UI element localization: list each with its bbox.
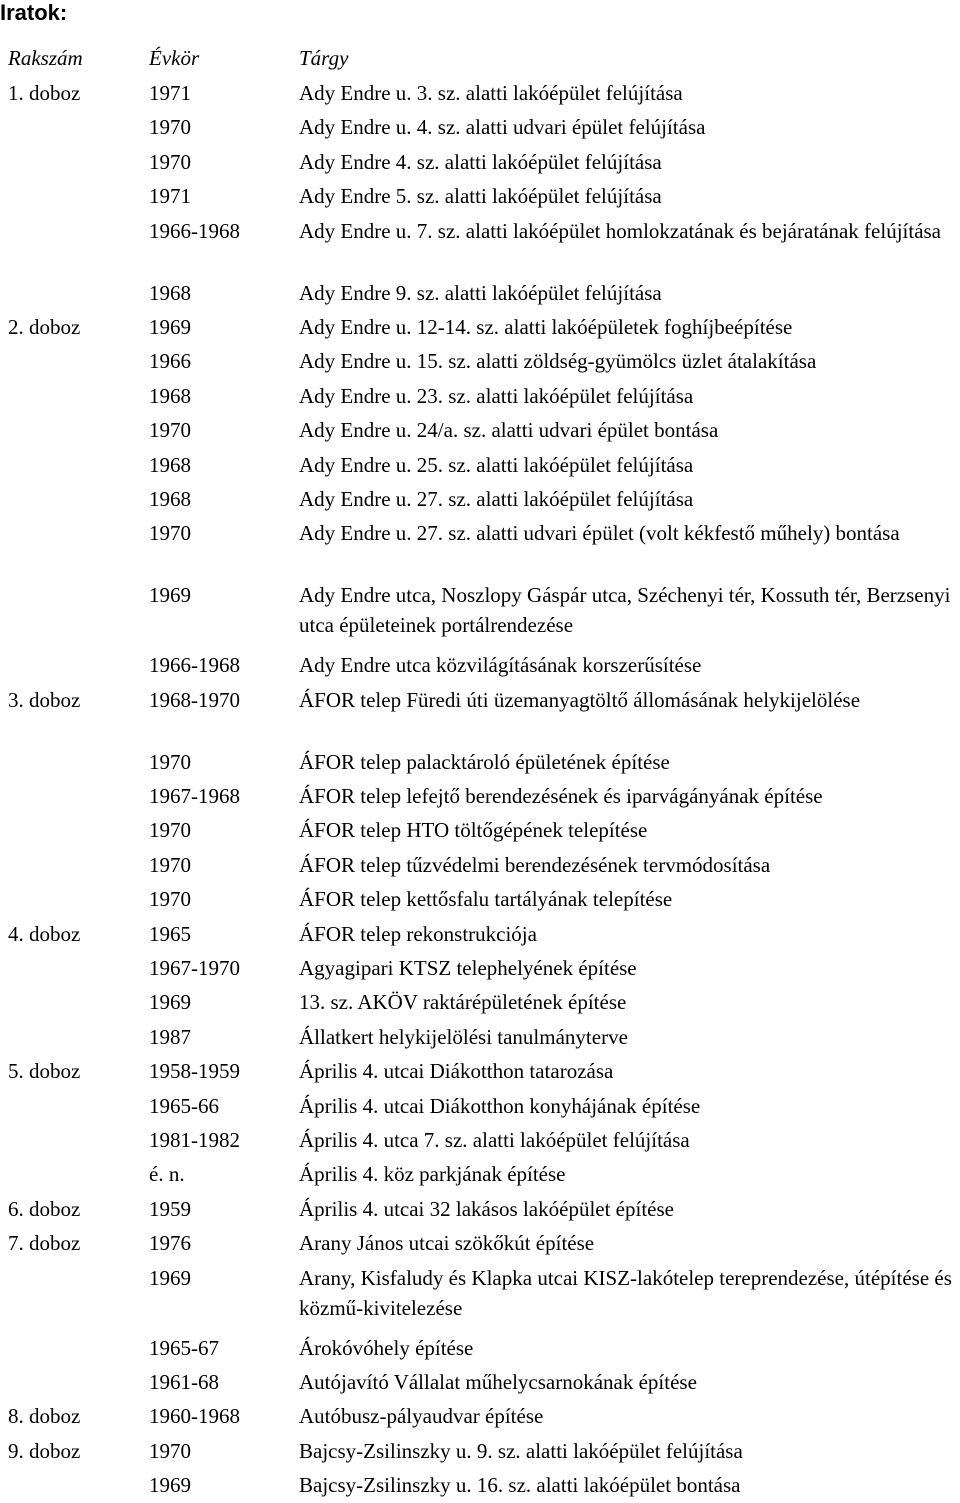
cell-box-number bbox=[8, 344, 149, 378]
cell-year-range: é. n. bbox=[149, 1162, 185, 1187]
cell-year-range: 1966-1968 bbox=[149, 218, 240, 243]
cell-year-range: 1969 bbox=[149, 1265, 191, 1290]
cell-subject: Ady Endre u. 25. sz. alatti lakóépület felújítása bbox=[299, 452, 694, 477]
cell-subject: Április 4. utcai Diákotthon tatarozása bbox=[299, 1059, 614, 1084]
cell-box-number: 6. doboz bbox=[8, 1196, 81, 1221]
cell-year-range: 1967-1970 bbox=[149, 956, 240, 981]
table-row bbox=[8, 578, 960, 648]
cell-year-range: 1968 bbox=[149, 486, 191, 511]
cell-box-number: 4. doboz bbox=[8, 921, 81, 946]
cell-box-number bbox=[8, 482, 149, 516]
cell-year-range: 1967-1968 bbox=[149, 784, 240, 809]
cell-box-number bbox=[8, 214, 149, 276]
cell-box-number bbox=[8, 1157, 149, 1191]
cell-year-range: 1969 bbox=[149, 990, 191, 1015]
cell-year-range: 1970 bbox=[149, 852, 191, 877]
cell-subject: Ady Endre u. 7. sz. alatti lakóépület homlokzatának és bejáratának felújítása bbox=[299, 218, 942, 243]
cell-subject: Árokóvóhely építése bbox=[299, 1335, 474, 1360]
table-row bbox=[8, 683, 960, 745]
cell-year-range: 1965-66 bbox=[149, 1093, 219, 1118]
cell-box-number bbox=[8, 1365, 149, 1399]
cell-box-number bbox=[8, 1089, 149, 1123]
table-row bbox=[8, 1434, 960, 1468]
cell-year-range: 1966 bbox=[149, 349, 191, 374]
cell-year-range: 1968-1970 bbox=[149, 687, 240, 712]
cell-subject: Arany, Kisfaludy és Klapka utcai KISZ-lakótelep tereprendezése, útépítése és közmű-kivitelezése bbox=[299, 1265, 952, 1320]
cell-box-number bbox=[8, 578, 149, 648]
table-row bbox=[8, 482, 960, 516]
cell-box-number: 9. doboz bbox=[8, 1438, 81, 1463]
cell-subject: Arany János utcai szökőkút építése bbox=[299, 1231, 595, 1256]
cell-box-number bbox=[8, 516, 149, 578]
table-row bbox=[8, 779, 960, 813]
cell-subject: Ady Endre u. 15. sz. alatti zöldség-gyümölcs üzlet átalakítása bbox=[299, 349, 817, 374]
cell-box-number bbox=[8, 145, 149, 179]
table-row bbox=[8, 1468, 960, 1502]
table-row bbox=[8, 648, 960, 682]
cell-subject: Állatkert helykijelölési tanulmányterve bbox=[299, 1024, 628, 1049]
table-row bbox=[8, 76, 960, 110]
cell-subject: 13. sz. AKÖV raktárépületének építése bbox=[299, 990, 627, 1015]
table-row bbox=[8, 145, 960, 179]
cell-box-number bbox=[8, 745, 149, 779]
cell-year-range: 1966-1968 bbox=[149, 653, 240, 678]
table-row bbox=[8, 379, 960, 413]
table-row bbox=[8, 448, 960, 482]
cell-box-number bbox=[8, 1020, 149, 1054]
table-row bbox=[8, 882, 960, 916]
cell-year-range: 1970 bbox=[149, 149, 191, 174]
cell-box-number bbox=[8, 413, 149, 447]
cell-year-range: 1970 bbox=[149, 818, 191, 843]
cell-box-number: 5. doboz bbox=[8, 1059, 81, 1084]
cell-year-range: 1971 bbox=[149, 184, 191, 209]
cell-subject: Ady Endre u. 4. sz. alatti udvari épület felújítása bbox=[299, 115, 706, 140]
cell-subject: Ady Endre utca, Noszlopy Gáspár utca, Széchenyi tér, Kossuth tér, Berzsenyi utca épületeinek portálrendezése bbox=[299, 583, 951, 638]
cell-subject: ÁFOR telep rekonstrukciója bbox=[299, 921, 537, 946]
cell-year-range: 1976 bbox=[149, 1231, 191, 1256]
table-row bbox=[8, 179, 960, 213]
cell-box-number bbox=[8, 951, 149, 985]
cell-subject: Agyagipari KTSZ telephelyének építése bbox=[299, 956, 637, 981]
cell-year-range: 1959 bbox=[149, 1196, 191, 1221]
cell-year-range: 1968 bbox=[149, 280, 191, 305]
cell-subject: Ady Endre u. 3. sz. alatti lakóépület felújítása bbox=[299, 81, 683, 105]
cell-subject: ÁFOR telep kettősfalu tartályának telepítése bbox=[299, 887, 673, 912]
cell-box-number bbox=[8, 779, 149, 813]
table-row bbox=[8, 310, 960, 344]
table-row bbox=[8, 413, 960, 447]
cell-box-number bbox=[8, 379, 149, 413]
table-row bbox=[8, 745, 960, 779]
cell-box-number bbox=[8, 648, 149, 682]
cell-year-range: 1960-1968 bbox=[149, 1404, 240, 1429]
cell-year-range: 1968 bbox=[149, 383, 191, 408]
table-row bbox=[8, 848, 960, 882]
table-row bbox=[8, 1020, 960, 1054]
cell-subject: Autójavító Vállalat műhelycsarnokának építése bbox=[299, 1369, 697, 1394]
cell-year-range: 1958-1959 bbox=[149, 1059, 240, 1084]
cell-year-range: 1961-68 bbox=[149, 1369, 219, 1394]
cell-year-range: 1969 bbox=[149, 314, 191, 339]
cell-subject: Ady Endre u. 23. sz. alatti lakóépület felújítása bbox=[299, 383, 694, 408]
table-row bbox=[8, 917, 960, 951]
cell-subject: Ady Endre u. 12-14. sz. alatti lakóépületek foghíjbeépítése bbox=[299, 314, 793, 339]
page-heading: Iratok: bbox=[0, 0, 68, 25]
column-header-year: Évkör bbox=[149, 46, 200, 70]
table-row bbox=[8, 1123, 960, 1157]
cell-box-number bbox=[8, 985, 149, 1019]
cell-subject: Ady Endre 4. sz. alatti lakóépület felújítása bbox=[299, 149, 662, 174]
cell-subject: Ady Endre 5. sz. alatti lakóépület felújítása bbox=[299, 184, 662, 209]
cell-box-number bbox=[8, 813, 149, 847]
cell-subject: Április 4. köz parkjának építése bbox=[299, 1162, 566, 1187]
table-row bbox=[8, 1192, 960, 1226]
cell-box-number: 7. doboz bbox=[8, 1231, 81, 1256]
records-body bbox=[8, 76, 960, 1503]
column-header-box: Rakszám bbox=[8, 46, 83, 70]
cell-subject: Ady Endre utca közvilágításának korszerűsítése bbox=[299, 653, 702, 678]
cell-subject: Április 4. utca 7. sz. alatti lakóépület felújítása bbox=[299, 1127, 690, 1152]
cell-year-range: 1987 bbox=[149, 1024, 191, 1049]
cell-year-range: 1969 bbox=[149, 1473, 191, 1498]
cell-subject: ÁFOR telep HTO töltőgépének telepítése bbox=[299, 818, 648, 843]
cell-year-range: 1965 bbox=[149, 921, 191, 946]
table-row bbox=[8, 951, 960, 985]
table-row bbox=[8, 1226, 960, 1260]
cell-year-range: 1970 bbox=[149, 418, 191, 443]
cell-year-range: 1970 bbox=[149, 115, 191, 140]
cell-subject: ÁFOR telep Füredi úti üzemanyagtöltő állomásának helykijelölése bbox=[299, 687, 861, 712]
table-row bbox=[8, 1261, 960, 1331]
cell-subject: Autóbusz-pályaudvar építése bbox=[299, 1404, 544, 1429]
table-row bbox=[8, 1054, 960, 1088]
cell-subject: Bajcsy-Zsilinszky u. 9. sz. alatti lakóépület felújítása bbox=[299, 1438, 743, 1463]
cell-year-range: 1970 bbox=[149, 1438, 191, 1463]
cell-box-number bbox=[8, 110, 149, 144]
records-table bbox=[8, 42, 960, 1503]
cell-box-number bbox=[8, 1331, 149, 1365]
table-row bbox=[8, 1089, 960, 1123]
cell-box-number bbox=[8, 1468, 149, 1502]
column-header-subject: Tárgy bbox=[299, 46, 349, 70]
table-row bbox=[8, 1331, 960, 1365]
cell-box-number bbox=[8, 448, 149, 482]
cell-year-range: 1970 bbox=[149, 887, 191, 912]
cell-year-range: 1970 bbox=[149, 521, 191, 546]
table-row bbox=[8, 1157, 960, 1191]
cell-box-number: 8. doboz bbox=[8, 1404, 81, 1429]
cell-box-number: 1. doboz bbox=[8, 81, 81, 105]
cell-subject: Ady Endre u. 27. sz. alatti udvari épület (volt kékfestő műhely) bontása bbox=[299, 521, 900, 546]
cell-year-range: 1970 bbox=[149, 749, 191, 774]
cell-subject: ÁFOR telep lefejtő berendezésének és iparvágányának építése bbox=[299, 784, 823, 809]
table-row bbox=[8, 985, 960, 1019]
cell-year-range: 1968 bbox=[149, 452, 191, 477]
table-row bbox=[8, 214, 960, 276]
cell-year-range: 1971 bbox=[149, 81, 191, 105]
cell-year-range: 1965-67 bbox=[149, 1335, 219, 1360]
cell-subject: Ady Endre u. 24/a. sz. alatti udvari épület bontása bbox=[299, 418, 719, 443]
table-row bbox=[8, 1399, 960, 1433]
cell-box-number: 3. doboz bbox=[8, 687, 81, 712]
cell-subject: ÁFOR telep palacktároló épületének építése bbox=[299, 749, 670, 774]
cell-box-number bbox=[8, 882, 149, 916]
table-row bbox=[8, 516, 960, 578]
cell-box-number bbox=[8, 179, 149, 213]
cell-box-number bbox=[8, 1261, 149, 1331]
cell-subject: Ady Endre 9. sz. alatti lakóépület felújítása bbox=[299, 280, 662, 305]
cell-box-number bbox=[8, 1123, 149, 1157]
table-row bbox=[8, 344, 960, 378]
table-row bbox=[8, 110, 960, 144]
cell-year-range: 1969 bbox=[149, 583, 191, 608]
cell-subject: Bajcsy-Zsilinszky u. 16. sz. alatti lakóépület bontása bbox=[299, 1473, 741, 1498]
cell-box-number bbox=[8, 848, 149, 882]
cell-subject: Április 4. utcai 32 lakásos lakóépület építése bbox=[299, 1196, 674, 1221]
table-row bbox=[8, 276, 960, 310]
cell-subject: ÁFOR telep tűzvédelmi berendezésének tervmódosítása bbox=[299, 852, 771, 877]
table-row bbox=[8, 1365, 960, 1399]
cell-box-number: 2. doboz bbox=[8, 314, 81, 339]
table-row bbox=[8, 813, 960, 847]
cell-box-number bbox=[8, 276, 149, 310]
cell-year-range: 1981-1982 bbox=[149, 1127, 240, 1152]
cell-subject: Ady Endre u. 27. sz. alatti lakóépület felújítása bbox=[299, 486, 694, 511]
cell-subject: Április 4. utcai Diákotthon konyhájának építése bbox=[299, 1093, 701, 1118]
header-row bbox=[8, 42, 960, 76]
